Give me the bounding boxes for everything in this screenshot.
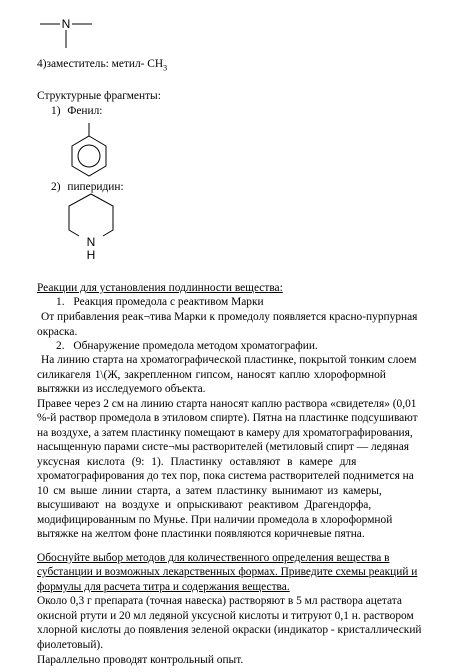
quantitative-heading-line-3: формулы для расчета титра и содержания вещества. (37, 581, 290, 593)
chromatography-line-2: силикагеля 1\(Ж, закрепленном гипсом, наносят каплю хлороформной (37, 369, 386, 381)
reactions-heading: Реакции для установления подлинности вещества: (37, 282, 283, 294)
piperidine-number: 2) (51, 181, 61, 193)
quantitative-text-line-1: Около 0,3 г препарата (точная навеска) растворяют в 5 мл раствора ацетата (37, 595, 402, 607)
piperidine-name: пиперидин: (67, 181, 124, 193)
chromatography-b-line-10: вытяжке на желтом фоне пластинки появляются коричневые пятна. (37, 528, 365, 540)
quantitative-text-line-4: фиолетовый). (37, 639, 104, 651)
quantitative-heading-line-1: Обоснуйте выбор методов для количественного определения вещества в (37, 552, 390, 564)
chromatography-b-line-5: уксусная кислота (9: 1). Пластинку оставляют в камере для (37, 456, 357, 468)
chromatography-b-line-2: %-й раствор промедола в этиловом спирте). Пятна на пластинке подсушивают (37, 412, 418, 424)
reaction-item-1-number: 1. (56, 296, 65, 308)
chromatography-b-line-8: высушивают на воздухе и опрыскивают реактивом Драгендорфа, (37, 499, 372, 511)
chromatography-b-line-9: модифицированным по Мунье. При наличии промедола в хлороформной (37, 514, 393, 526)
piperidine-structure (65, 192, 135, 267)
amine-atom-label: N (61, 17, 71, 31)
substituent-subscript: 3 (163, 63, 168, 73)
reaction-1-line-2: окраска. (37, 326, 78, 338)
chromatography-b-line-1: Правее через 2 см на линию старта наносят каплю раствора «свидетеля» (0,01 (37, 398, 417, 410)
reaction-item-2 (56, 339, 318, 354)
piperidine-atom-n: N (86, 235, 96, 249)
chromatography-line-1: На линию старта на хроматографической пластинке, покрытой тонким слоем (41, 354, 417, 366)
quantitative-text-line-3: хлорной кислоты до появления зеленой окраски (индикатор - кристаллический (37, 624, 422, 636)
phenyl-label (51, 104, 102, 119)
substituent-text: 4)заместитель: метил- CH (37, 58, 164, 70)
chromatography-b-line-3: на воздухе, а затем пластинку помещают в камеру для хроматографирования, (37, 427, 413, 439)
piperidine-atom-h: H (86, 248, 96, 262)
chromatography-b-line-4: насыщенную парами систе¬мы растворителей (метиловый спирт — ледяная (37, 441, 410, 453)
reaction-item-2-label: Обнаружение промедола методом хроматографии. (73, 340, 318, 352)
phenyl-name: Фенил: (67, 105, 103, 117)
reaction-item-1 (56, 295, 264, 310)
chromatography-b-line-7: 10 см выше линии старта, а затем пластинку вынимают из камеры, (37, 485, 382, 497)
phenyl-number: 1) (51, 105, 61, 117)
chromatography-b-line-6: хроматографирования до тех пор, пока система растворителей поднимется на (37, 470, 414, 482)
substituent-line (37, 57, 167, 72)
amine-structure (40, 12, 100, 52)
reaction-item-1-label: Реакция промедола с реактивом Марки (73, 296, 264, 308)
reaction-1-line-1: От прибавления реак¬тива Марки к промедолу появляется красно-пурпурная (41, 311, 418, 323)
structural-fragments-heading: Структурные фрагменты: (37, 90, 161, 102)
quantitative-last-line: Параллельно проводят контрольный опыт. (37, 654, 244, 666)
reaction-item-2-number: 2. (56, 340, 65, 352)
chromatography-line-3: вытяжки из исследуемого объекта. (37, 383, 206, 395)
quantitative-text-line-2: окисной ртути и 20 мл ледяной уксусной кислоты и титруют 0,1 н. раствором (37, 610, 414, 622)
quantitative-heading-line-2: субстанции и возможных лекарственных формах. Приведите схемы реакций и (37, 566, 418, 578)
